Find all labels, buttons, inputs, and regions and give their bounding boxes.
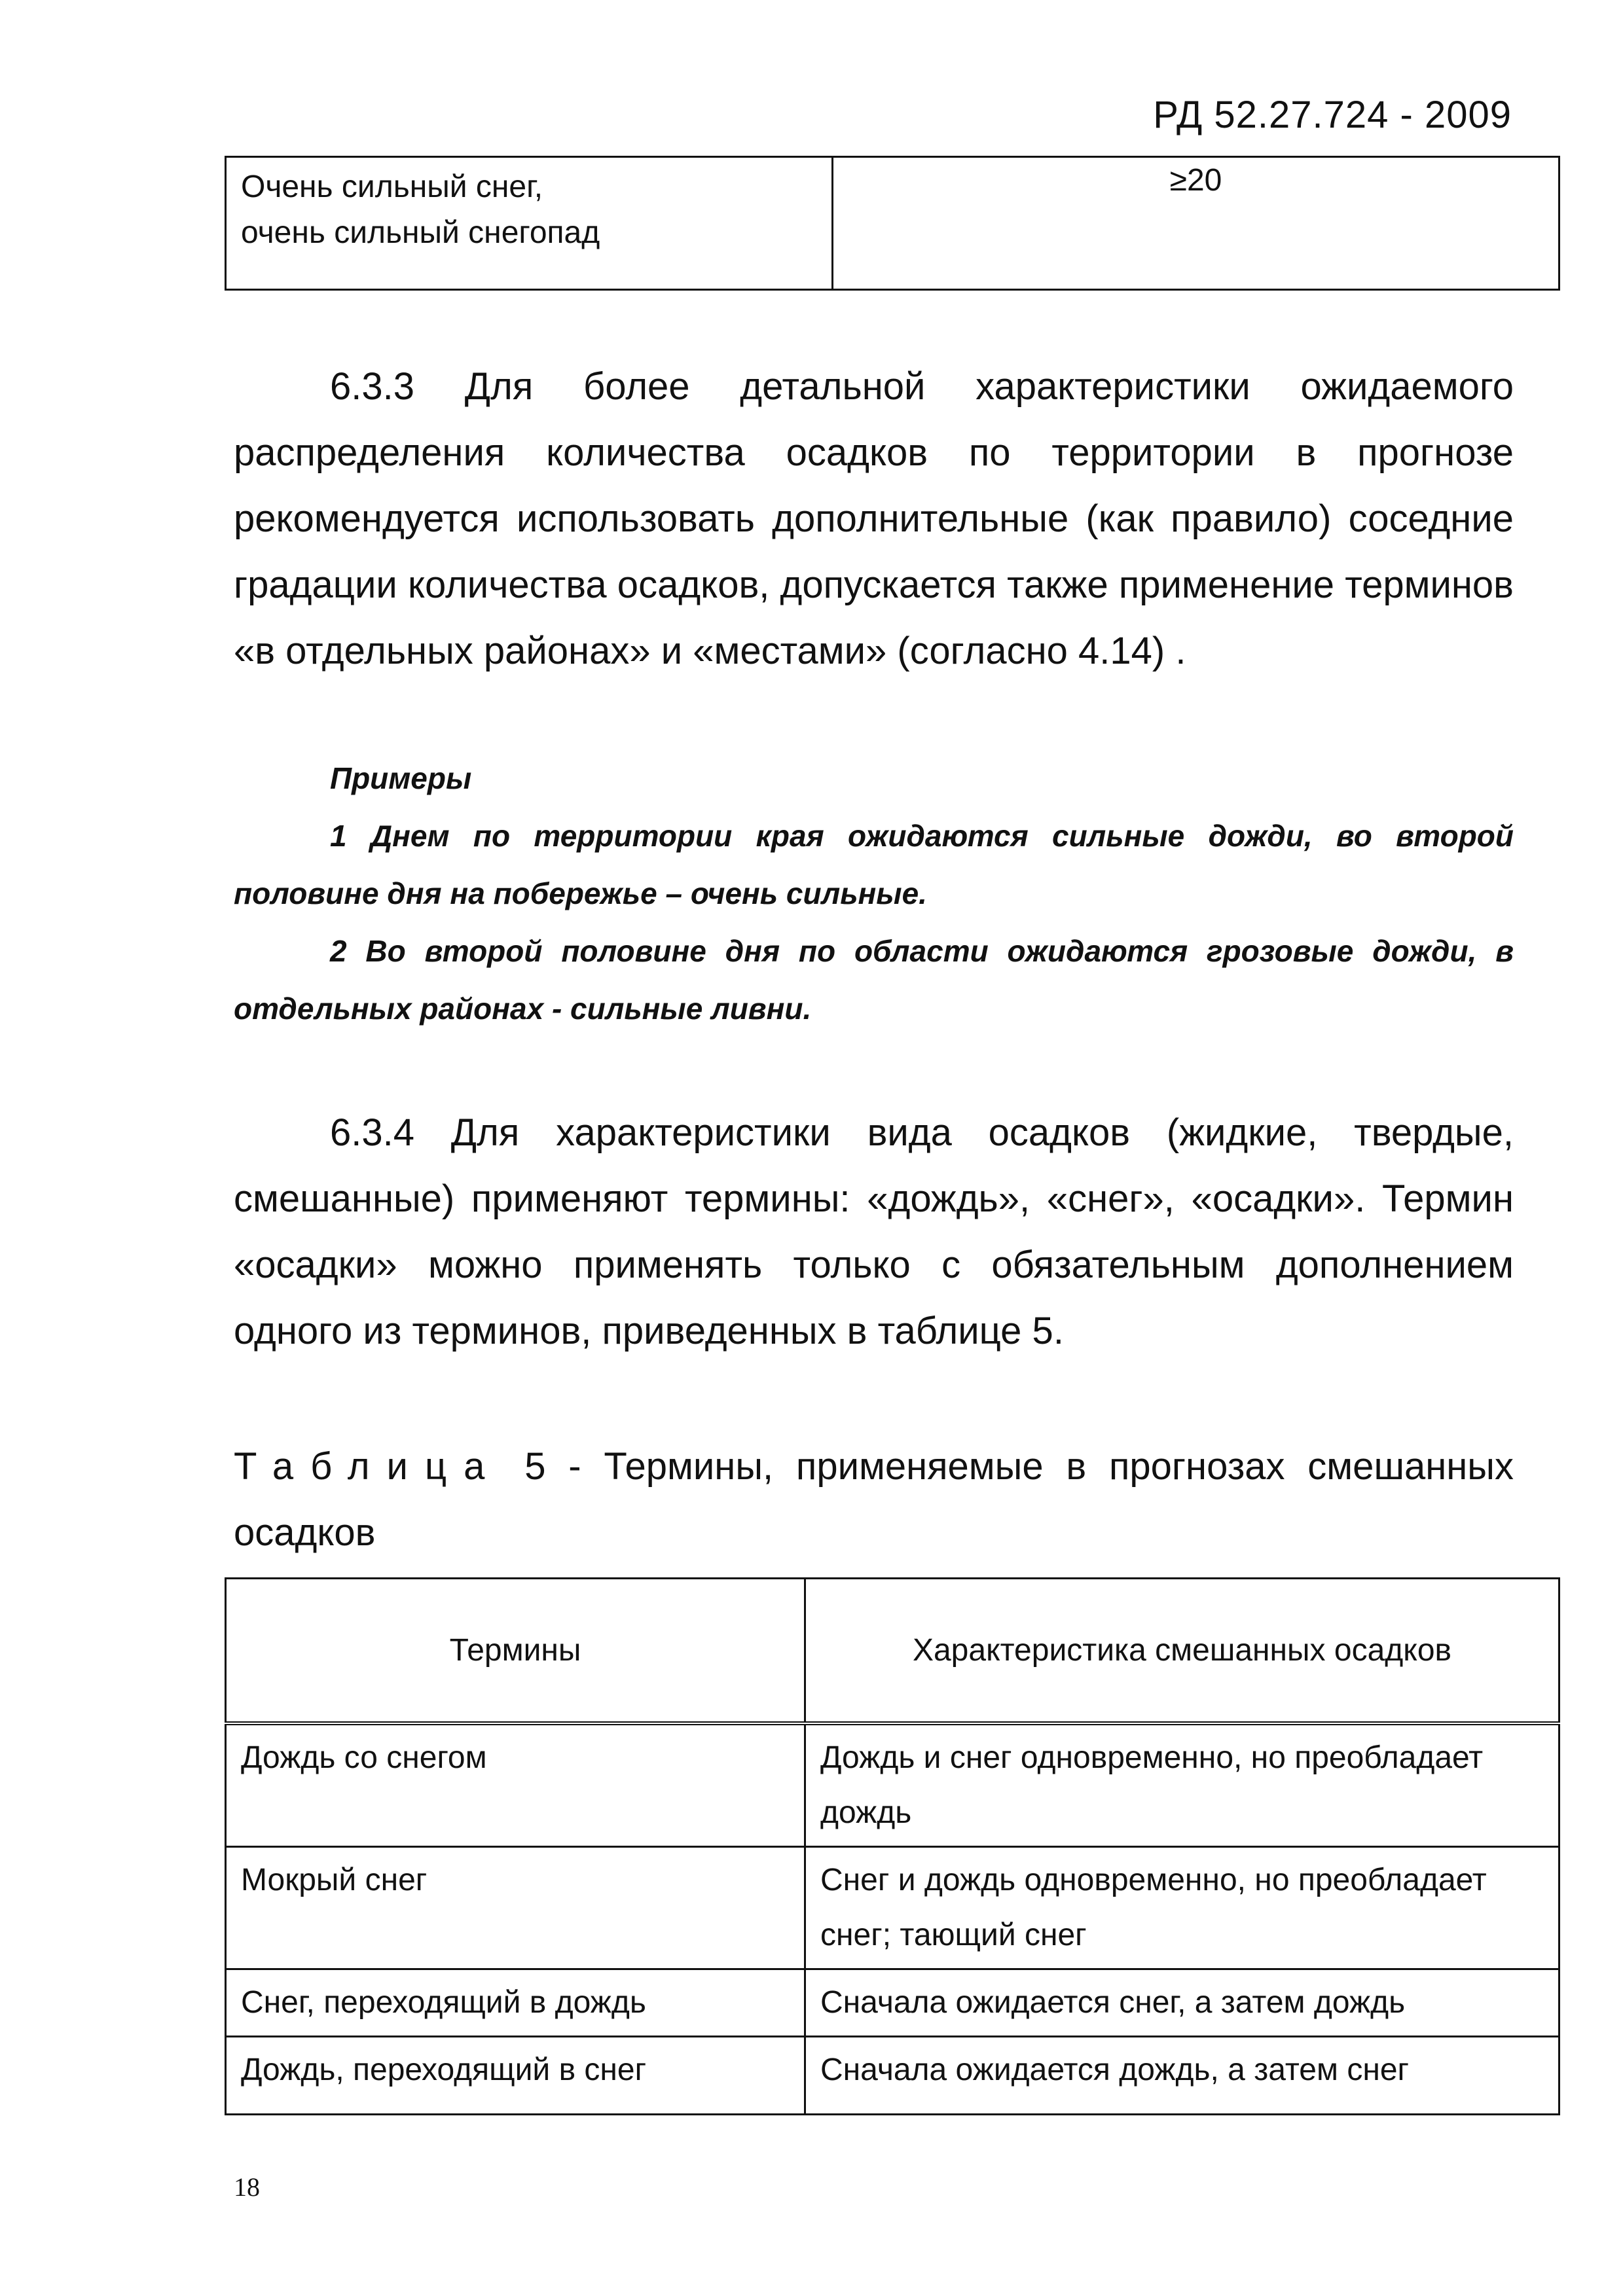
- examples-heading-text: Примеры: [330, 761, 472, 795]
- paragraph-6-3-4: [234, 1100, 1514, 1364]
- column-header-terms: Термины: [226, 1579, 805, 1724]
- table-5-caption: [234, 1433, 1514, 1566]
- example-text: 2 Во второй половине дня по области ожидаются грозовые дожди, в отдельных районах - сильные ливни.: [234, 934, 1514, 1026]
- term-cell: [226, 157, 833, 290]
- table-row: [226, 1723, 1559, 1847]
- term-cell: Дождь со снегом: [226, 1723, 805, 1847]
- column-header-characteristics: Характеристика смешанных осадков: [805, 1579, 1559, 1724]
- section-number: 6.3.4: [330, 1111, 414, 1154]
- term-cell: Дождь, переходящий в снег: [226, 2037, 805, 2115]
- term-line: Очень сильный снег,: [241, 170, 543, 204]
- document-code-header: РД 52.27.724 - 2009: [1153, 94, 1512, 136]
- table-5: [225, 1577, 1560, 2115]
- table-row: [226, 1847, 1559, 1969]
- caption-text: - Термины, применяемые в прогнозах смешанных осадков: [234, 1445, 1514, 1554]
- examples-heading: [234, 749, 1514, 807]
- paragraph-text: Для характеристики вида осадков (жидкие, твердые, смешанные) применяют термины: «дождь», «снег», «осадки». Термин «осадки» можно применять только с обязательным дополнением одного из терминов, приведенных в таблице 5.: [234, 1111, 1514, 1352]
- term-line: очень сильный снегопад: [241, 215, 600, 250]
- table-row: [226, 1969, 1559, 2037]
- table-row: [226, 2037, 1559, 2115]
- example-item: [234, 922, 1514, 1037]
- table-row: [226, 157, 1559, 290]
- description-cell: Сначала ожидается снег, а затем дождь: [805, 1969, 1559, 2037]
- example-text: 1 Днем по территории края ожидаются сильные дожди, во второй половине дня на побережье – очень сильные.: [234, 819, 1514, 910]
- caption-label: Таблица: [234, 1445, 502, 1488]
- precipitation-table-continuation: [225, 156, 1560, 291]
- page-number: 18: [234, 2172, 260, 2202]
- paragraph-6-3-3: [234, 353, 1514, 684]
- value-cell: ≥20: [833, 157, 1559, 290]
- example-item: [234, 807, 1514, 922]
- examples-block: [234, 749, 1514, 1037]
- description-cell: Сначала ожидается дождь, а затем снег: [805, 2037, 1559, 2115]
- paragraph-text: Для более детальной характеристики ожидаемого распределения количества осадков по территории в прогнозе рекомендуется использовать дополнительные (как правило) соседние градации количества осадков, допускается также применение терминов «в отдельных районах» и «местами» (согласно 4.14) .: [234, 365, 1514, 672]
- caption-number: 5: [524, 1445, 546, 1488]
- section-number: 6.3.3: [330, 365, 414, 408]
- term-cell: Мокрый снег: [226, 1847, 805, 1969]
- description-cell: Дождь и снег одновременно, но преобладает дождь: [805, 1723, 1559, 1847]
- description-cell: Снег и дождь одновременно, но преобладает снег; тающий снег: [805, 1847, 1559, 1969]
- table-header-row: [226, 1579, 1559, 1724]
- term-cell: Снег, переходящий в дождь: [226, 1969, 805, 2037]
